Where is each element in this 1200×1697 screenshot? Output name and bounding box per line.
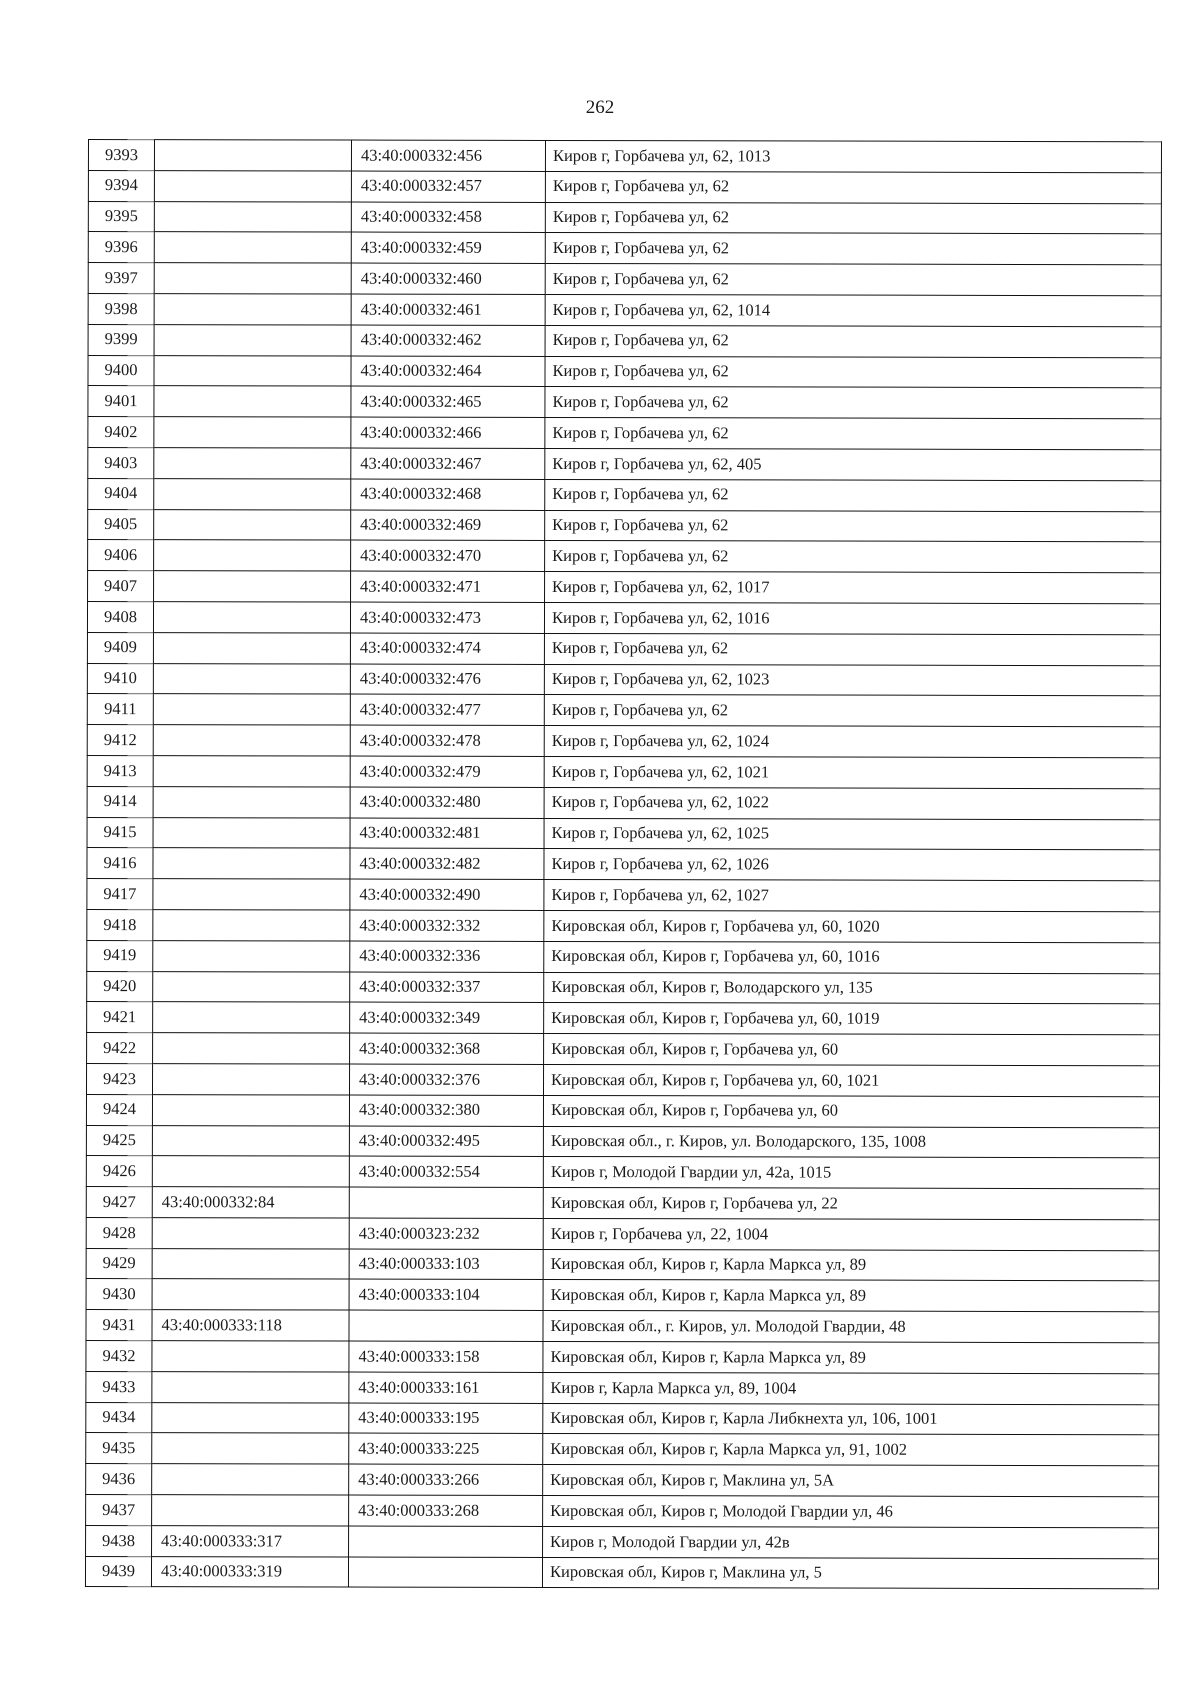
- address-cell: Киров г, Горбачева ул, 62: [545, 387, 1161, 419]
- table-row: [87, 694, 1160, 727]
- table-row: [88, 140, 1161, 173]
- row-number-cell: 9431: [86, 1310, 152, 1341]
- table-row: [87, 940, 1160, 973]
- building-cadastral-number-cell: 43:40:000332:376: [349, 1064, 543, 1095]
- land-cadastral-number-cell: [153, 940, 350, 971]
- table-row: [85, 1556, 1158, 1589]
- building-cadastral-number-cell: 43:40:000332:554: [349, 1156, 543, 1187]
- building-cadastral-number-cell: [349, 1187, 543, 1218]
- land-cadastral-number-cell: [153, 756, 350, 787]
- table-row: [88, 571, 1161, 604]
- building-cadastral-number-cell: 43:40:000332:332: [350, 910, 544, 941]
- address-cell: Киров г, Горбачева ул, 62: [545, 325, 1161, 357]
- table-row: [88, 324, 1161, 357]
- address-cell: Киров г, Молодой Гвардии ул, 42в: [543, 1526, 1159, 1558]
- address-cell: Кировская обл, Киров г, Горбачева ул, 60: [544, 1034, 1160, 1066]
- building-cadastral-number-cell: 43:40:000332:495: [349, 1126, 543, 1157]
- land-cadastral-number-cell: [154, 201, 351, 232]
- row-number-cell: 9397: [88, 263, 154, 294]
- land-cadastral-number-cell: [153, 632, 350, 663]
- land-cadastral-number-cell: 43:40:000333:317: [152, 1525, 349, 1556]
- land-cadastral-number-cell: [154, 448, 351, 479]
- table-row: [88, 232, 1161, 265]
- table-row: [86, 1125, 1159, 1158]
- table-row: [86, 1279, 1159, 1312]
- address-cell: Киров г, Горбачева ул, 62, 1013: [545, 140, 1161, 172]
- building-cadastral-number-cell: 43:40:000333:104: [349, 1280, 543, 1311]
- row-number-cell: 9402: [88, 417, 154, 448]
- row-number-cell: 9404: [88, 478, 154, 509]
- table-row: [86, 1495, 1159, 1528]
- building-cadastral-number-cell: 43:40:000323:232: [349, 1218, 543, 1249]
- building-cadastral-number-cell: 43:40:000332:473: [350, 602, 544, 633]
- row-number-cell: 9411: [87, 694, 153, 725]
- land-cadastral-number-cell: [154, 324, 351, 355]
- land-cadastral-number-cell: [152, 1218, 349, 1249]
- row-number-cell: 9430: [86, 1279, 152, 1310]
- address-cell: Кировская обл, Киров г, Горбачева ул, 60, 1021: [543, 1064, 1159, 1096]
- table-row: [86, 1341, 1159, 1374]
- row-number-cell: 9421: [87, 1002, 153, 1033]
- land-cadastral-number-cell: [154, 355, 351, 386]
- building-cadastral-number-cell: 43:40:000332:458: [351, 202, 545, 233]
- row-number-cell: 9408: [87, 601, 153, 632]
- land-cadastral-number-cell: [154, 170, 351, 201]
- address-cell: Киров г, Горбачева ул, 62, 1016: [544, 602, 1160, 634]
- land-cadastral-number-cell: [154, 294, 351, 325]
- table-row: [88, 170, 1161, 203]
- building-cadastral-number-cell: 43:40:000332:478: [350, 725, 544, 756]
- building-cadastral-number-cell: 43:40:000332:482: [350, 848, 544, 879]
- table-row: [87, 725, 1160, 758]
- address-cell: Киров г, Горбачева ул, 62: [544, 633, 1160, 665]
- table-row: [88, 201, 1161, 234]
- table-row: [86, 1217, 1159, 1250]
- address-cell: Кировская обл, Киров г, Горбачева ул, 60, 1019: [544, 1003, 1160, 1035]
- table-row: [88, 540, 1161, 573]
- row-number-cell: 9394: [88, 170, 154, 201]
- address-cell: Кировская обл, Киров г, Володарского ул, 135: [544, 972, 1160, 1004]
- row-number-cell: 9405: [88, 509, 154, 540]
- address-cell: Кировская обл., г. Киров, ул. Володарского, 135, 1008: [543, 1126, 1159, 1158]
- building-cadastral-number-cell: 43:40:000332:456: [351, 140, 545, 171]
- land-cadastral-number-cell: [152, 1341, 349, 1372]
- land-cadastral-number-cell: [154, 140, 351, 171]
- row-number-cell: 9422: [87, 1033, 153, 1064]
- land-cadastral-number-cell: [154, 571, 351, 602]
- table-row: [86, 1248, 1159, 1281]
- land-cadastral-number-cell: [152, 1094, 349, 1125]
- building-cadastral-number-cell: 43:40:000333:195: [349, 1403, 543, 1434]
- table-row: [86, 1464, 1159, 1497]
- row-number-cell: 9414: [87, 786, 153, 817]
- row-number-cell: 9423: [86, 1063, 152, 1094]
- building-cadastral-number-cell: [349, 1526, 543, 1557]
- land-cadastral-number-cell: [154, 386, 351, 417]
- address-cell: Киров г, Карла Маркса ул, 89, 1004: [543, 1372, 1159, 1404]
- building-cadastral-number-cell: 43:40:000333:103: [349, 1249, 543, 1280]
- row-number-cell: 9398: [88, 293, 154, 324]
- land-cadastral-number-cell: [153, 848, 350, 879]
- row-number-cell: 9419: [87, 940, 153, 971]
- land-cadastral-number-cell: [154, 263, 351, 294]
- row-number-cell: 9412: [87, 725, 153, 756]
- land-cadastral-number-cell: [152, 1433, 349, 1464]
- building-cadastral-number-cell: 43:40:000333:161: [349, 1372, 543, 1403]
- table-row: [88, 478, 1161, 511]
- row-number-cell: 9427: [86, 1187, 152, 1218]
- building-cadastral-number-cell: 43:40:000332:462: [351, 325, 545, 356]
- land-cadastral-number-cell: [152, 1248, 349, 1279]
- row-number-cell: 9401: [88, 386, 154, 417]
- land-cadastral-number-cell: [152, 1464, 349, 1495]
- building-cadastral-number-cell: 43:40:000332:469: [351, 510, 545, 541]
- row-number-cell: 9400: [88, 355, 154, 386]
- row-number-cell: 9399: [88, 324, 154, 355]
- address-cell: Кировская обл, Киров г, Горбачева ул, 60, 1016: [544, 941, 1160, 973]
- land-cadastral-number-cell: 43:40:000332:84: [152, 1187, 349, 1218]
- table-row: [88, 417, 1161, 450]
- address-cell: Киров г, Горбачева ул, 62: [545, 541, 1161, 573]
- address-cell: Киров г, Горбачева ул, 22, 1004: [543, 1218, 1159, 1250]
- row-number-cell: 9432: [86, 1341, 152, 1372]
- building-cadastral-number-cell: 43:40:000332:467: [351, 448, 545, 479]
- address-cell: Киров г, Горбачева ул, 62: [545, 479, 1161, 511]
- address-cell: Киров г, Горбачева ул, 62, 1014: [545, 294, 1161, 326]
- table-row: [87, 786, 1160, 819]
- table-row: [87, 971, 1160, 1004]
- land-cadastral-number-cell: [153, 786, 350, 817]
- row-number-cell: 9410: [87, 663, 153, 694]
- table-row: [87, 1033, 1160, 1066]
- address-cell: Киров г, Горбачева ул, 62: [545, 356, 1161, 388]
- table-row: [86, 1371, 1159, 1404]
- building-cadastral-number-cell: 43:40:000332:380: [349, 1095, 543, 1126]
- land-cadastral-number-cell: 43:40:000333:319: [151, 1556, 348, 1587]
- land-cadastral-number-cell: [153, 663, 350, 694]
- address-cell: Кировская обл, Киров г, Маклина ул, 5А: [543, 1465, 1159, 1497]
- address-cell: Киров г, Горбачева ул, 62, 1017: [545, 572, 1161, 604]
- land-cadastral-number-cell: [153, 879, 350, 910]
- address-cell: Киров г, Горбачева ул, 62, 1022: [544, 787, 1160, 819]
- land-cadastral-number-cell: [153, 694, 350, 725]
- table-row: [88, 509, 1161, 542]
- address-cell: Киров г, Горбачева ул, 62, 1023: [544, 664, 1160, 696]
- row-number-cell: 9406: [88, 540, 154, 571]
- row-number-cell: 9439: [85, 1556, 151, 1587]
- address-cell: Кировская обл, Киров г, Карла Маркса ул, 89: [543, 1280, 1159, 1312]
- address-cell: Киров г, Горбачева ул, 62: [545, 510, 1161, 542]
- address-cell: Киров г, Горбачева ул, 62, 1025: [544, 818, 1160, 850]
- row-number-cell: 9433: [86, 1371, 152, 1402]
- address-cell: Киров г, Горбачева ул, 62, 1021: [544, 756, 1160, 788]
- building-cadastral-number-cell: 43:40:000332:337: [350, 972, 544, 1003]
- building-cadastral-number-cell: 43:40:000332:466: [351, 417, 545, 448]
- row-number-cell: 9420: [87, 971, 153, 1002]
- row-number-cell: 9409: [87, 632, 153, 663]
- row-number-cell: 9436: [86, 1464, 152, 1495]
- address-cell: Киров г, Горбачева ул, 62, 1026: [544, 849, 1160, 881]
- building-cadastral-number-cell: 43:40:000332:477: [350, 694, 544, 725]
- building-cadastral-number-cell: 43:40:000332:368: [350, 1033, 544, 1064]
- table-row: [87, 663, 1160, 696]
- table-row: [86, 1187, 1159, 1220]
- land-cadastral-number-cell: [153, 725, 350, 756]
- land-cadastral-number-cell: [152, 1372, 349, 1403]
- table-row: [88, 263, 1161, 296]
- row-number-cell: 9428: [86, 1217, 152, 1248]
- building-cadastral-number-cell: [348, 1557, 542, 1588]
- row-number-cell: 9407: [88, 571, 154, 602]
- building-cadastral-number-cell: 43:40:000332:490: [350, 879, 544, 910]
- building-cadastral-number-cell: 43:40:000332:470: [351, 540, 545, 571]
- address-cell: Кировская обл, Киров г, Молодой Гвардии ул, 46: [543, 1496, 1159, 1528]
- land-cadastral-number-cell: [153, 910, 350, 941]
- land-cadastral-number-cell: [154, 540, 351, 571]
- building-cadastral-number-cell: 43:40:000332:471: [351, 571, 545, 602]
- table-row: [88, 447, 1161, 480]
- row-number-cell: 9434: [86, 1402, 152, 1433]
- row-number-cell: 9437: [86, 1495, 152, 1526]
- address-cell: Киров г, Горбачева ул, 62, 1027: [544, 880, 1160, 912]
- building-cadastral-number-cell: 43:40:000332:336: [350, 941, 544, 972]
- address-cell: Кировская обл., г. Киров, ул. Молодой Гвардии, 48: [543, 1311, 1159, 1343]
- table-row: [88, 293, 1161, 326]
- address-cell: Кировская обл, Киров г, Карла Маркса ул, 91, 1002: [543, 1434, 1159, 1466]
- table-row: [87, 909, 1160, 942]
- row-number-cell: 9426: [86, 1156, 152, 1187]
- address-cell: Киров г, Молодой Гвардии ул, 42а, 1015: [543, 1157, 1159, 1189]
- table-row: [86, 1063, 1159, 1096]
- building-cadastral-number-cell: 43:40:000332:481: [350, 818, 544, 849]
- row-number-cell: 9425: [86, 1125, 152, 1156]
- address-cell: Кировская обл, Киров г, Горбачева ул, 60, 1020: [544, 910, 1160, 942]
- row-number-cell: 9429: [86, 1248, 152, 1279]
- address-cell: Киров г, Горбачева ул, 62, 1024: [544, 726, 1160, 758]
- table-row: [87, 848, 1160, 881]
- row-number-cell: 9416: [87, 848, 153, 879]
- building-cadastral-number-cell: 43:40:000332:464: [351, 356, 545, 387]
- building-cadastral-number-cell: 43:40:000332:465: [351, 386, 545, 417]
- building-cadastral-number-cell: 43:40:000333:268: [349, 1495, 543, 1526]
- building-cadastral-number-cell: 43:40:000332:480: [350, 787, 544, 818]
- table-row: [86, 1094, 1159, 1127]
- address-cell: Кировская обл, Киров г, Карла Маркса ул, 89: [543, 1249, 1159, 1281]
- land-cadastral-number-cell: [154, 509, 351, 540]
- building-cadastral-number-cell: 43:40:000332:468: [351, 479, 545, 510]
- address-cell: Киров г, Горбачева ул, 62: [545, 171, 1161, 203]
- table-row: [87, 879, 1160, 912]
- address-cell: Киров г, Горбачева ул, 62: [545, 202, 1161, 234]
- building-cadastral-number-cell: 43:40:000332:476: [350, 664, 544, 695]
- address-cell: Киров г, Горбачева ул, 62: [545, 264, 1161, 296]
- building-cadastral-number-cell: 43:40:000332:460: [351, 263, 545, 294]
- land-cadastral-number-cell: [152, 1156, 349, 1187]
- row-number-cell: 9418: [87, 909, 153, 940]
- table-row: [88, 386, 1161, 419]
- address-cell: Киров г, Горбачева ул, 62, 405: [545, 448, 1161, 480]
- building-cadastral-number-cell: 43:40:000332:349: [350, 1002, 544, 1033]
- building-cadastral-number-cell: 43:40:000332:459: [351, 232, 545, 263]
- land-cadastral-number-cell: [154, 478, 351, 509]
- table-row: [87, 601, 1160, 634]
- row-number-cell: 9393: [88, 140, 154, 171]
- table-row: [86, 1433, 1159, 1466]
- table-row: [87, 632, 1160, 665]
- land-cadastral-number-cell: [154, 232, 351, 263]
- table-row: [87, 817, 1160, 850]
- building-cadastral-number-cell: 43:40:000332:474: [350, 633, 544, 664]
- building-cadastral-number-cell: 43:40:000333:225: [349, 1434, 543, 1465]
- table-body: [85, 140, 1161, 1590]
- building-cadastral-number-cell: [349, 1310, 543, 1341]
- table-row: [86, 1525, 1159, 1558]
- address-cell: Киров г, Горбачева ул, 62: [545, 418, 1161, 450]
- table-row: [86, 1310, 1159, 1343]
- land-cadastral-number-cell: [153, 602, 350, 633]
- property-table: [85, 139, 1162, 1590]
- building-cadastral-number-cell: 43:40:000332:479: [350, 756, 544, 787]
- land-cadastral-number-cell: [152, 1402, 349, 1433]
- row-number-cell: 9438: [86, 1525, 152, 1556]
- table-row: [86, 1156, 1159, 1189]
- building-cadastral-number-cell: 43:40:000332:461: [351, 294, 545, 325]
- land-cadastral-number-cell: [153, 971, 350, 1002]
- address-cell: Кировская обл, Киров г, Карла Маркса ул, 89: [543, 1342, 1159, 1374]
- land-cadastral-number-cell: [152, 1125, 349, 1156]
- row-number-cell: 9395: [88, 201, 154, 232]
- building-cadastral-number-cell: 43:40:000332:457: [351, 171, 545, 202]
- address-cell: Кировская обл, Киров г, Горбачева ул, 60: [543, 1095, 1159, 1127]
- land-cadastral-number-cell: 43:40:000333:118: [152, 1310, 349, 1341]
- table-row: [86, 1402, 1159, 1435]
- row-number-cell: 9403: [88, 447, 154, 478]
- row-number-cell: 9424: [86, 1094, 152, 1125]
- land-cadastral-number-cell: [153, 1033, 350, 1064]
- address-cell: Кировская обл, Киров г, Маклина ул, 5: [542, 1557, 1158, 1589]
- row-number-cell: 9413: [87, 755, 153, 786]
- row-number-cell: 9417: [87, 879, 153, 910]
- table-row: [87, 755, 1160, 788]
- address-cell: Кировская обл, Киров г, Карла Либкнехта ул, 106, 1001: [543, 1403, 1159, 1435]
- row-number-cell: 9396: [88, 232, 154, 263]
- address-cell: Киров г, Горбачева ул, 62: [544, 695, 1160, 727]
- row-number-cell: 9415: [87, 817, 153, 848]
- address-cell: Киров г, Горбачева ул, 62: [545, 233, 1161, 265]
- row-number-cell: 9435: [86, 1433, 152, 1464]
- land-cadastral-number-cell: [154, 417, 351, 448]
- land-cadastral-number-cell: [152, 1064, 349, 1095]
- land-cadastral-number-cell: [153, 817, 350, 848]
- land-cadastral-number-cell: [153, 1002, 350, 1033]
- land-cadastral-number-cell: [152, 1495, 349, 1526]
- page-number: 262: [585, 97, 615, 118]
- table-row: [88, 355, 1161, 388]
- table-row: [87, 1002, 1160, 1035]
- building-cadastral-number-cell: 43:40:000333:266: [349, 1464, 543, 1495]
- address-cell: Кировская обл, Киров г, Горбачева ул, 22: [543, 1188, 1159, 1220]
- land-cadastral-number-cell: [152, 1279, 349, 1310]
- building-cadastral-number-cell: 43:40:000333:158: [349, 1341, 543, 1372]
